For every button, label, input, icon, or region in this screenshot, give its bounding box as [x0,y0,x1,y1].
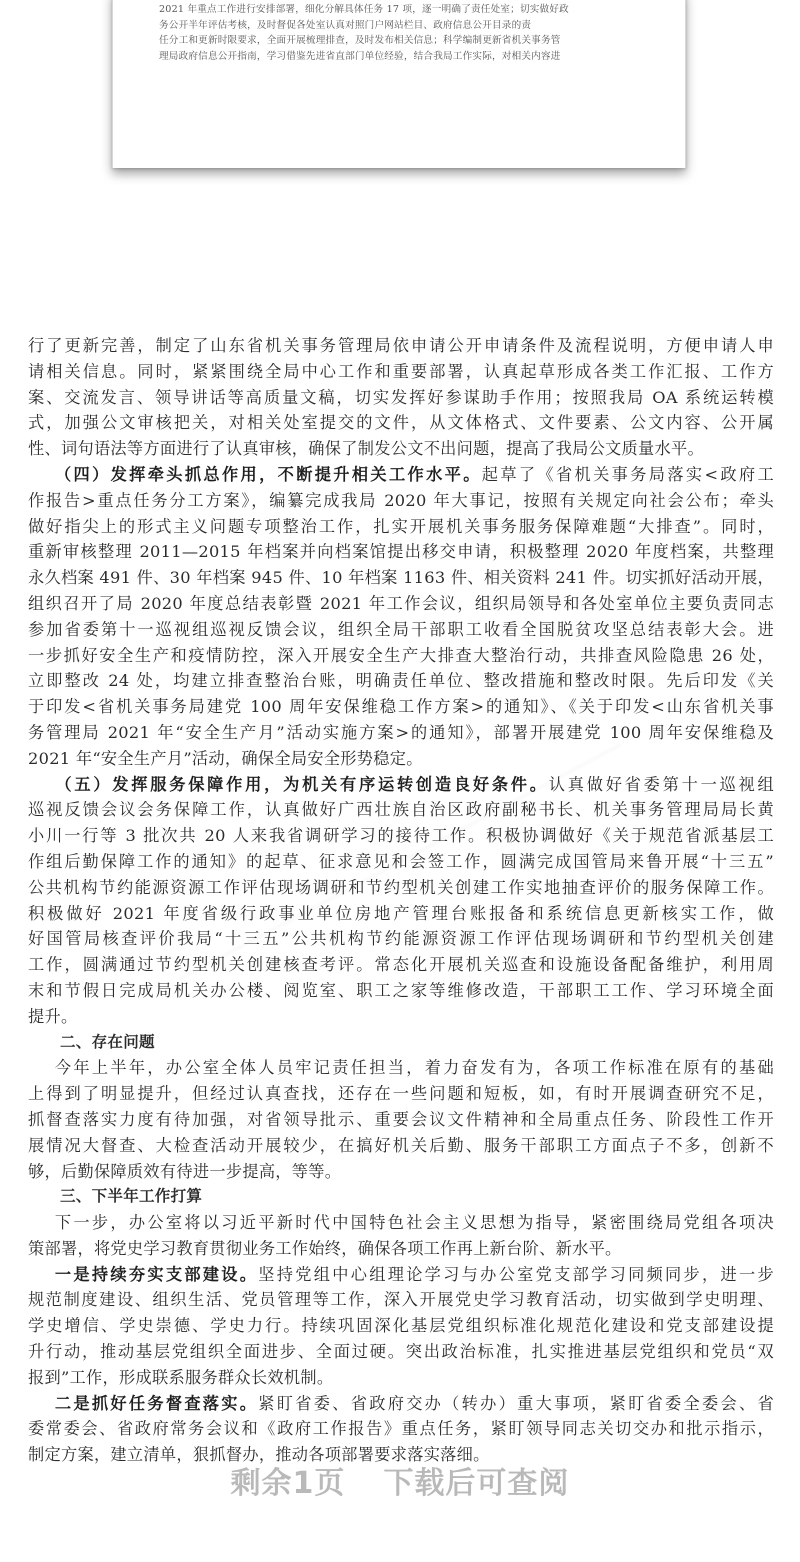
item-lead-1: 一是持续夯实支部建设。 [52,1264,259,1284]
remaining-pages-text[interactable]: 剩余1页 [230,1466,346,1501]
text-line: 立即整改 24 处，均建立排查整治台账，明确责任单位、整改措施和整改时限。先后印发《关 [28,671,774,691]
paragraph-first-line: 一是持续夯实支部建设。坚持党组中心组理论学习与办公室党支部学习同频同步，进一步 [52,1264,774,1284]
text-line: 组织召开了局 2020 年度总结表彰暨 2021 年工作会议，组织局领导和各处室单位主要负责同志 [28,593,774,613]
text-line: 务管理局 2021 年“安全生产月”活动实施方案>的通知》，部署开展建党 100 周年安保维稳及 [28,722,774,742]
section-heading-plans: 三、下半年工作打算 [60,1187,203,1206]
text-line: 作组后勤保障工作的通知》的起草、征求意见和会签工作，圆满完成国管局来鲁开展“十三五” [28,851,774,871]
paragraph-first-line: （四）发挥牵头抓总作用，不断提升相关工作水平。起草了《省机关事务局落实<政府工 [52,464,774,484]
page-preview-area [0,0,800,290]
download-prompt-text[interactable]: 下载后可查阅 [383,1466,570,1501]
text-line: 永久档案 491 件、30 年档案 945 件、10 年档案 1163 件、相关资料 241 件。切实抓好活动开展， [28,568,774,588]
text-line: 积极做好 2021 年度省级行政事业单位房地产管理台账报备和系统信息更新核实工作，做 [28,903,774,923]
text-line: 升行动，推动基层党组织全面进步、全面过硬。突出政治标准，扎实推进基层党组织和党员“双 [28,1342,774,1362]
section-lead-4: （四）发挥牵头抓总作用，不断提升相关工作水平。 [52,464,482,484]
paragraph-first-line: （五）发挥服务保障作用，为机关有序运转创造良好条件。认真做好省委第十一巡视组 [52,774,774,794]
preview-line: 2021 年重点工作进行安排部署，细化分解具体任务 17 项，逐一明确了责任处室；切实做好政 [159,4,569,15]
text-line: 式，加强公文审核把关，对相关处室提交的文件，从文体格式、文件要素、公文内容、公开属 [28,413,774,433]
text-line: 性、词句语法等方面进行了认真审核，确保了制发公文不出问题，提高了我局公文质量水平。 [28,439,704,459]
text-line: 规范制度建设、组织生活、党员管理等工作，深入开展党史学习教育活动，切实做到学史明理、 [28,1290,774,1310]
preview-line: 务公开半年评估考核，及时督促各处室认真对照门户网站栏目、政府信息公开目录的责 [159,19,532,31]
section-heading-problems: 二、存在问题 [60,1032,155,1051]
previous-page-card [112,0,686,168]
text-line: 提升。 [28,1006,78,1026]
text-line: 上得到了明显提升，但经过认真查找，还存在一些问题和短板，如，有时开展调查研究不足， [28,1084,774,1104]
text-line: 巡视反馈会议会务保障工作，认真做好广西壮族自治区政府副秘书长、机关事务管理局局长黄 [28,800,774,820]
text-line: 好国管局核查评价我局“十三五”公共机构节约能源资源工作评估现场调研和节约型机关创建 [28,929,774,949]
text-line: 2021 年“安全生产月”活动，确保全局安全形势稳定。 [28,748,423,768]
text-line: 参加省委第十一巡视组巡视反馈会议，组织全局干部职工收看全国脱贫攻坚总结表彰大会。进 [28,619,774,639]
paragraph-first-line: 二是抓好任务督查落实。紧盯省委、省政府交办（转办）重大事项，紧盯省委全委会、省 [52,1393,774,1413]
text-line: 策部署，将党史学习教育贯彻业务工作始终，确保各项工作再上新台阶、新水平。 [28,1238,622,1258]
text-line: 请相关信息。同时，紧紧围绕全局中心工作和重要部署，认真起草形成各类工作汇报、工作方 [28,361,774,381]
paragraph-first-line: 下一步，办公室将以习近平新时代中国特色社会主义思想为指导，紧密围绕局党组各项决 [52,1213,774,1233]
download-to-read-banner[interactable] [0,1458,800,1502]
text-line: 于印发<省机关事务局建党 100 周年安保维稳工作方案>的通知》、《关于印发<山东省机关事 [28,697,774,717]
text-line: 一步抓好安全生产和疫情防控，深入开展安全生产大排查大整治行动，共排查风险隐患 26 处， [28,645,774,665]
text-line: 行了更新完善，制定了山东省机关事务管理局依申请公开申请条件及流程说明，方便申请人申 [28,336,774,355]
text-line: 小川一行等 3 批次共 20 人来我省调研学习的接待工作。积极协调做好《关于规范省派基层工 [28,826,774,846]
text-line: 做好指尖上的形式主义问题专项整治工作，扎实开展机关事务服务保障难题“大排查”。同时， [28,516,774,536]
paragraph-first-line: 今年上半年，办公室全体人员牢记责任担当，着力奋发有为，各项工作标准在原有的基础 [52,1058,774,1078]
text-line: 制定方案，建立清单，狠抓督办，推动各项部署要求落实落细。 [28,1445,490,1465]
text-line: 末和节假日完成局机关办公楼、阅览室、职工之家等维修改造，干部职工工作、学习环境全面 [28,980,774,1000]
previous-page-text [159,2,643,64]
item-lead-2: 二是抓好任务督查落实。 [52,1393,259,1413]
text-line: 工作，圆满通过节约型机关创建核查考评。常态化开展机关巡查和设施设备配备维护，利用周 [28,955,774,975]
document-body [28,333,774,1468]
text-line: 报到”工作，形成联系服务群众长效机制。 [28,1367,334,1387]
preview-line: 理局政府信息公开指南，学习借鉴先进省直部门单位经验，结合我局工作实际，对相关内容进 [159,50,561,62]
text-line: 够，后勤保障质效有待进一步提高，等等。 [28,1161,342,1181]
preview-line: 任分工和更新时限要求，全面开展梳理排查，及时发布相关信息；科学编制更新省机关事务管 [159,35,561,46]
text-line: 学史增信、学史崇德、学史力行。持续巩固深化基层党组织标准化规范化建设和党支部建设提 [28,1316,774,1336]
text-line: 委常委会、省政府常务会议和《政府工作报告》重点任务，紧盯领导同志关切交办和批示指示， [28,1419,774,1439]
text-line: 案、交流发言、领导讲话等高质量文稿，切实发挥好参谋助手作用；按照我局 OA 系统运转模 [28,387,774,407]
section-lead-5: （五）发挥服务保障作用，为机关有序运转创造良好条件。 [52,774,549,794]
text-line: 公共机构节约能源资源工作评估现场调研和节约型机关创建工作实地抽查评价的服务保障工作。 [28,877,774,897]
text-line: 重新审核整理 2011—2015 年档案并向档案馆提出移交申请，积极整理 2020 年度档案，共整理 [28,542,774,562]
text-line: 抓督查落实力度有待加强，对省领导批示、重要会议文件精神和全局重点任务、阶段性工作开 [28,1109,774,1129]
text-line: 作报告>重点任务分工方案》，编纂完成我局 2020 年大事记，按照有关规定向社会公布；牵头 [28,490,774,510]
text-line: 展情况大督查、大检查活动开展较少，在搞好机关后勤、服务干部职工方面点子不多，创新不 [28,1135,774,1155]
